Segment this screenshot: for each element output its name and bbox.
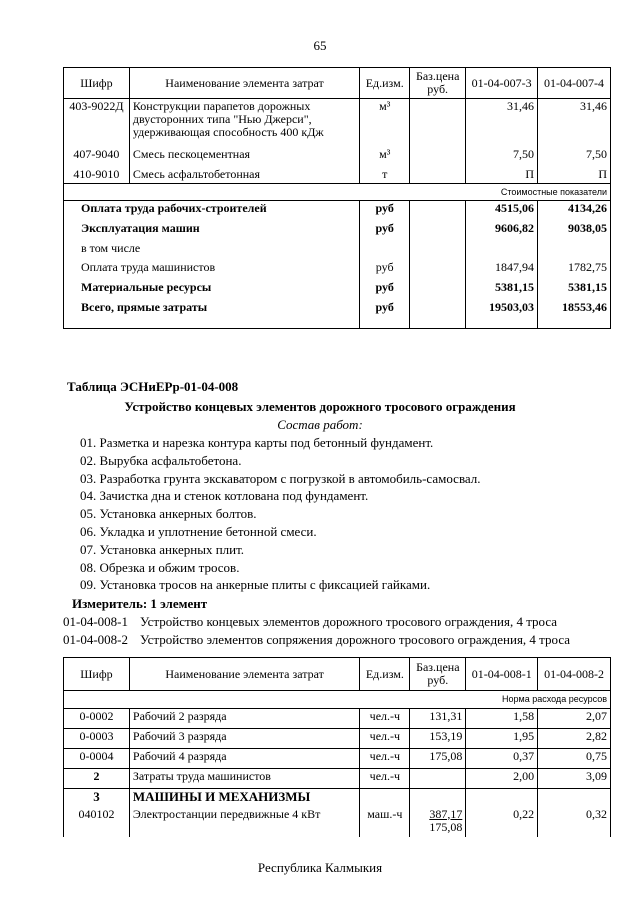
table-row: 3 МАШИНЫ И МЕХАНИЗМЫ — [64, 789, 611, 807]
table-title: Таблица ЭСНиЕРр-01-04-008 — [67, 379, 239, 394]
page-number: 65 — [313, 38, 327, 53]
resource-table-008 — [63, 657, 611, 837]
header-unit: Ед.изм. — [360, 658, 410, 691]
header-name: Наименование элемента затрат — [129, 68, 359, 99]
table-row: 0-0003 Рабочий 3 разряда чел.-ч 153,19 1,95 2,82 — [64, 729, 611, 749]
table-row: 410-9010 Смесь асфальтобетонная т П П — [64, 167, 611, 184]
header-price: Баз.цена руб. — [410, 658, 466, 691]
header-col-1: 01-04-008-1 — [466, 658, 538, 691]
table-row: 0-0004 Рабочий 4 разряда чел.-ч 175,08 0,37 0,75 — [64, 749, 611, 769]
works-list — [80, 434, 481, 594]
cost-row: Эксплуатация машин руб 9606,82 9038,05 — [64, 221, 611, 241]
header-unit: Ед.изм. — [360, 68, 410, 99]
list-item: 03. Разработка грунта экскаватором с погрузкой в автомобиль-самосвал. — [80, 470, 481, 486]
section-title: Устройство концевых элементов дорожного тросового ограждения — [124, 399, 516, 414]
header-code: Шифр — [64, 68, 130, 99]
list-item: 01-04-008-2 Устройство элементов сопряжения дорожного тросового ограждения, 4 троса — [63, 632, 571, 647]
table-row: 2 Затраты труда машинистов чел.-ч 2,00 3,09 — [64, 769, 611, 789]
list-item: 02. Вырубка асфальтобетона. — [80, 452, 242, 468]
works-label: Состав работ: — [277, 417, 363, 432]
header-name: Наименование элемента затрат — [129, 658, 359, 691]
header-col-2: 01-04-007-4 — [538, 68, 611, 99]
list-item: 01-04-008-1 Устройство концевых элементов дорожного тросового ограждения, 4 троса — [63, 614, 558, 629]
list-item: 01. Разметка и нарезка контура карты под бетонный фундамент. — [80, 435, 434, 450]
list-item: 05. Установка анкерных болтов. — [80, 506, 257, 522]
list-item: 07. Установка анкерных плит. — [80, 541, 245, 557]
page-footer: Республика Калмыкия — [257, 860, 383, 875]
code-list — [63, 613, 570, 649]
header-col-1: 01-04-007-3 — [466, 68, 538, 99]
measure-label: Измеритель: 1 элемент — [72, 596, 208, 611]
cost-row: Материальные ресурсы руб 5381,15 5381,15 — [64, 280, 611, 300]
cost-row: Оплата труда машинистов руб 1847,94 1782,75 — [64, 260, 611, 280]
table-row: 407-9040 Смесь пескоцементная м³ 7,50 7,50 — [64, 147, 611, 167]
cost-row: Всего, прямые затраты руб 19503,03 18553,46 — [64, 300, 611, 329]
norm-section-label: Норма расхода ресурсов — [64, 691, 611, 709]
cost-section-label: Стоимостные показатели — [64, 184, 611, 201]
header-price: Баз.цена руб. — [410, 68, 466, 99]
table-row: 0-0002 Рабочий 2 разряда чел.-ч 131,31 1,58 2,07 — [64, 709, 611, 729]
list-item: 04. Зачистка дна и стенок котлована под фундамент. — [80, 488, 369, 504]
table-row: 403-9022Д Конструкции парапетов дорожных двусторонних типа "Нью Джерси", удерживающая способность 400 кДж м³ 31,46 31,46 — [64, 99, 611, 147]
table-row: 040102 Электростанции передвижные 4 кВт маш.-ч 387,17 175,08 0,22 0,32 — [64, 807, 611, 837]
cost-row: в том числе — [64, 241, 611, 260]
cost-row: Оплата труда рабочих-строителей руб 4515,06 4134,26 — [64, 201, 611, 221]
header-code: Шифр — [64, 658, 130, 691]
list-item: 08. Обрезка и обжим тросов. — [80, 559, 240, 575]
list-item: 09. Установка тросов на анкерные плиты с фиксацией гайками. — [80, 577, 431, 593]
cost-table-007 — [63, 67, 611, 329]
list-item: 06. Укладка и уплотнение бетонной смеси. — [80, 523, 317, 539]
header-col-2: 01-04-008-2 — [538, 658, 611, 691]
